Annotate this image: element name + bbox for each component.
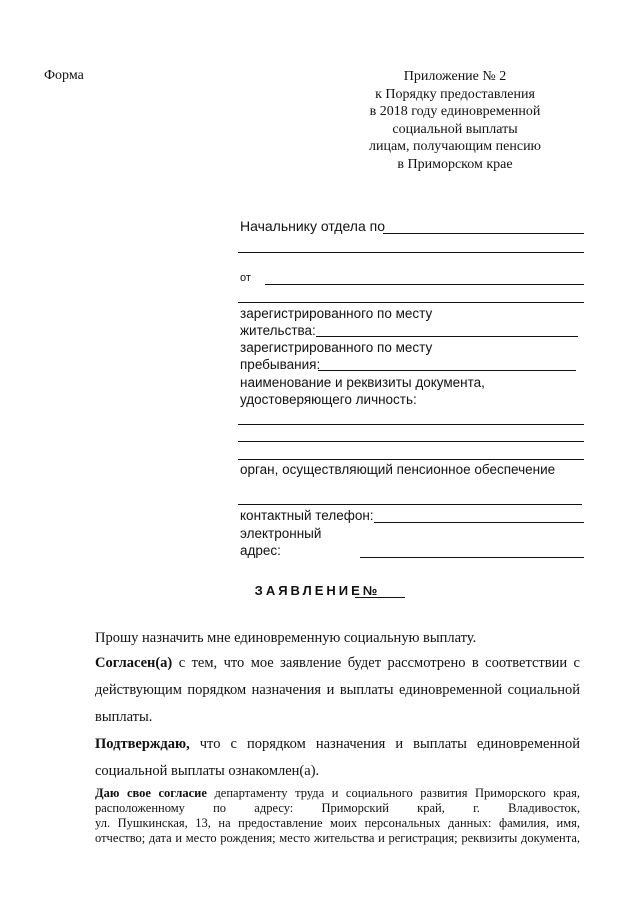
form-label: Форма (44, 68, 84, 83)
pension-org-label: орган, осуществляющий пенсионное обеспечение (240, 462, 556, 477)
appendix-line: к Порядку предоставления (375, 86, 535, 102)
statement-number-field[interactable] (355, 597, 405, 598)
email-label-line2: адрес: (240, 543, 281, 558)
stay-label: пребывания: (240, 357, 321, 372)
pension-org-field[interactable] (238, 504, 582, 505)
document-field-line2[interactable] (238, 441, 584, 442)
consent-bold: Даю свое согласие (95, 786, 207, 800)
consent-line2: расположенному по адресу: Приморский край, г. Владивосток, (95, 801, 580, 815)
consent-line4: отчество; дата и место рождения; место жительства и регистрация; реквизиты документа, (95, 831, 580, 845)
phone-label: контактный телефон: (240, 508, 374, 523)
appendix-line: в 2018 году единовременной (369, 104, 541, 119)
document-label-line2: удостоверяющего личность: (240, 392, 417, 407)
agree-line1: с тем, что мое заявление будет рассмотрено в соответствии с (172, 655, 580, 671)
agree-paragraph-cont (95, 677, 580, 704)
email-label-line1: электронный (240, 526, 322, 541)
statement-title: ЗАЯВЛЕНИЕ№ (254, 583, 381, 598)
agree-line2: действующим порядком назначения и выплаты единовременной социальной (95, 682, 580, 698)
stay-field[interactable] (318, 370, 576, 371)
consent-paragraph (95, 786, 580, 846)
head-field[interactable] (383, 233, 584, 234)
appendix-line: в Приморском крае (397, 156, 513, 172)
appendix-line: лицам, получающим пенсию (368, 139, 542, 154)
confirm-line1: что с порядком назначения и выплаты единовременной (189, 736, 580, 752)
from-field[interactable] (265, 284, 584, 285)
appendix-line: социальной выплаты (392, 121, 518, 137)
consent-line1: департаменту труда и социального развития Приморского края, (206, 786, 580, 800)
request-text: Прошу назначить мне единовременную социальную выплату. (95, 630, 477, 646)
residence-field[interactable] (316, 336, 578, 337)
document-field-line1[interactable] (238, 424, 584, 425)
from-label: от (240, 272, 251, 284)
agree-paragraph (95, 650, 580, 677)
head-field-line2[interactable] (238, 252, 584, 253)
phone-field[interactable] (374, 522, 584, 523)
appendix-line: Приложение № 2 (403, 69, 507, 84)
email-field[interactable] (360, 557, 584, 558)
from-field-line2[interactable] (238, 302, 584, 303)
consent-line3: ул. Пушкинская, 13, на предоставление моих персональных данных: фамилия, имя, (95, 816, 580, 830)
agree-paragraph-end (95, 704, 580, 731)
registered-residence-label: зарегистрированного по месту (240, 306, 433, 321)
confirm-paragraph-end (95, 758, 580, 785)
agree-line3: выплаты. (95, 709, 153, 725)
document-label-line1: наименование и реквизиты документа, (240, 375, 485, 390)
document-field-line3[interactable] (238, 459, 584, 460)
head-label: Начальнику отдела по (240, 218, 385, 234)
confirm-line2: социальной выплаты ознакомлен(а). (95, 763, 320, 779)
residence-label: жительства: (240, 323, 316, 338)
registered-stay-label: зарегистрированного по месту (240, 340, 433, 355)
confirm-bold: Подтверждаю, (95, 736, 190, 752)
agree-bold: Согласен(а) (95, 655, 173, 671)
confirm-paragraph (95, 731, 580, 758)
